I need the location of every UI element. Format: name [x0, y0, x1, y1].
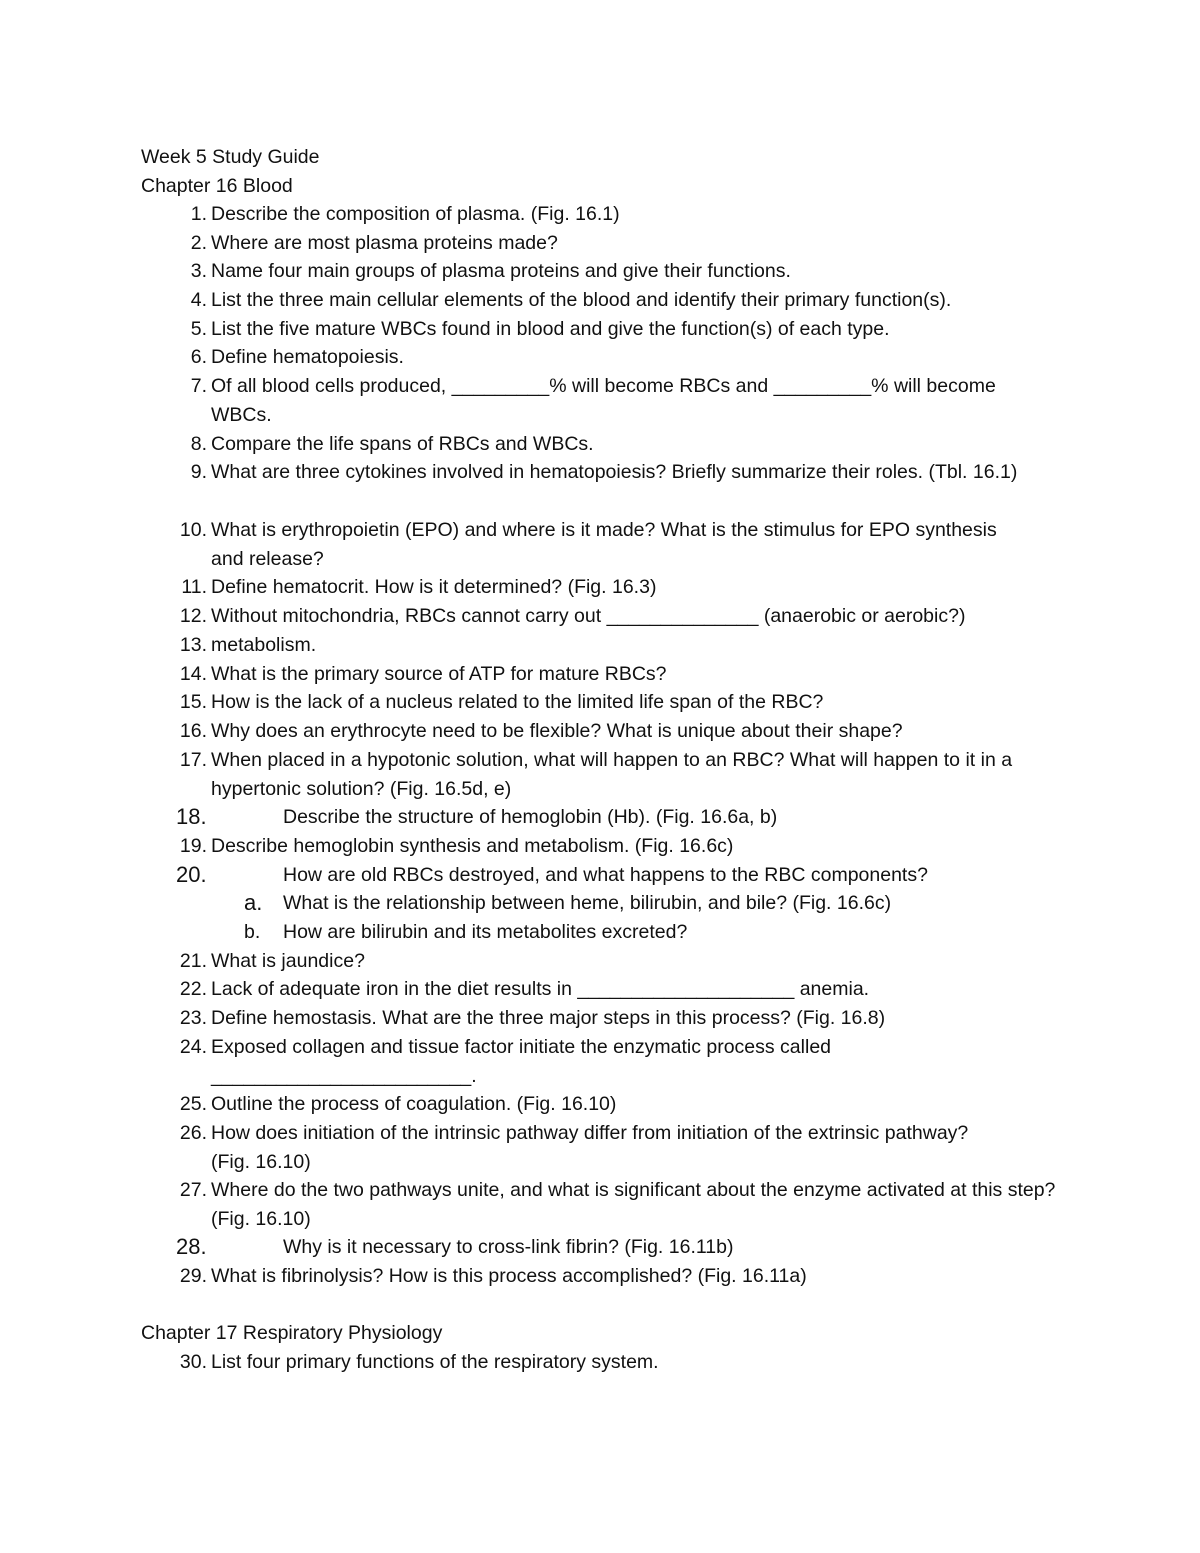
item-number: 4. — [190, 289, 207, 311]
item-text: Define hematocrit. How is it determined? (Fig. 16.3) — [211, 576, 657, 598]
item-text: Describe the structure of hemoglobin (Hb). (Fig. 16.6a, b) — [283, 806, 778, 828]
chapter-16-heading: Chapter 16 Blood — [141, 175, 293, 197]
item-number: 3. — [190, 260, 207, 282]
item-text: What is the relationship between heme, bilirubin, and bile? (Fig. 16.6c) — [283, 892, 892, 914]
item-number: 13. — [179, 634, 207, 656]
item-number: 23. — [179, 1007, 207, 1029]
item-number: 19. — [179, 835, 207, 857]
item-text: What is fibrinolysis? How is this process accomplished? (Fig. 16.11a) — [211, 1265, 807, 1287]
item-text: How is the lack of a nucleus related to the limited life span of the RBC? — [211, 691, 824, 713]
item-text: How does initiation of the intrinsic pathway differ from initiation of the extrinsic pathway? (Fig. 16.10) — [211, 1122, 969, 1173]
item-text: Why does an erythrocyte need to be flexible? What is unique about their shape? — [211, 720, 903, 742]
item-text: Lack of adequate iron in the diet results in ____________________ anemia. — [211, 978, 870, 1000]
item-number: 16. — [179, 720, 207, 742]
item-number: 12. — [179, 605, 207, 627]
item-number: 9. — [190, 461, 207, 483]
item-text: When placed in a hypotonic solution, what will happen to an RBC? What will happen to it in a hypertonic solution? (Fig. 16.5d, e) — [211, 749, 1013, 800]
item-text: Define hematopoiesis. — [211, 346, 404, 368]
item-text: How are old RBCs destroyed, and what happens to the RBC components? — [283, 864, 928, 886]
item-text: Where are most plasma proteins made? — [211, 232, 558, 254]
item-number: 24. — [179, 1036, 207, 1058]
item-text: What are three cytokines involved in hematopoiesis? Briefly summarize their roles. (Tbl. 16.1) — [211, 461, 1018, 483]
item-number: 2. — [190, 232, 207, 254]
item-number: 20. — [176, 862, 207, 887]
item-number: 21. — [179, 950, 207, 972]
item-number: 5. — [190, 318, 207, 340]
item-number: 10. — [179, 519, 207, 541]
item-letter: a. — [244, 890, 263, 915]
page-title: Week 5 Study Guide — [141, 146, 320, 168]
item-text: What is erythropoietin (EPO) and where is it made? What is the stimulus for EPO synthesis and release? — [211, 519, 997, 570]
item-number: 15. — [179, 691, 207, 713]
item-number: 17. — [179, 749, 207, 771]
item-text: Of all blood cells produced, _________% will become RBCs and _________% will become WBCs. — [211, 375, 996, 426]
item-text: Exposed collagen and tissue factor initiate the enzymatic process called ________________________. — [211, 1036, 832, 1087]
item-text: Outline the process of coagulation. (Fig. 16.10) — [211, 1093, 617, 1115]
item-number: 11. — [181, 576, 207, 598]
item-number: 28. — [176, 1234, 207, 1259]
item-number: 6. — [190, 346, 207, 368]
chapter-17-heading: Chapter 17 Respiratory Physiology — [141, 1322, 443, 1344]
item-number: 29. — [179, 1265, 207, 1287]
item-text: Why is it necessary to cross-link fibrin? (Fig. 16.11b) — [283, 1236, 734, 1258]
item-text: Compare the life spans of RBCs and WBCs. — [211, 433, 594, 455]
item-text: List the three main cellular elements of the blood and identify their primary function(s). — [211, 289, 952, 311]
item-text: metabolism. — [211, 634, 317, 656]
item-number: 30. — [179, 1351, 207, 1373]
item-letter: b. — [244, 921, 261, 943]
item-number: 8. — [190, 433, 207, 455]
item-number: 27. — [179, 1179, 207, 1201]
item-number: 1. — [190, 203, 207, 225]
item-text: What is jaundice? — [211, 950, 365, 972]
item-number: 25. — [179, 1093, 207, 1115]
item-number: 14. — [179, 663, 207, 685]
item-text: Name four main groups of plasma proteins and give their functions. — [211, 260, 791, 282]
item-text: Where do the two pathways unite, and what is significant about the enzyme activated at this step? (Fig. 16.10) — [211, 1179, 1056, 1230]
item-text: Without mitochondria, RBCs cannot carry out ______________ (anaerobic or aerobic?) — [211, 605, 966, 627]
item-number: 26. — [179, 1122, 207, 1144]
item-text: List the five mature WBCs found in blood and give the function(s) of each type. — [211, 318, 890, 340]
item-text: How are bilirubin and its metabolites excreted? — [283, 921, 688, 943]
item-text: Describe the composition of plasma. (Fig. 16.1) — [211, 203, 620, 225]
item-number: 7. — [190, 375, 207, 397]
item-number: 22. — [179, 978, 207, 1000]
item-text: What is the primary source of ATP for mature RBCs? — [211, 663, 667, 685]
item-text: Define hemostasis. What are the three major steps in this process? (Fig. 16.8) — [211, 1007, 886, 1029]
item-text: List four primary functions of the respiratory system. — [211, 1351, 659, 1373]
item-number: 18. — [176, 804, 207, 829]
item-text: Describe hemoglobin synthesis and metabolism. (Fig. 16.6c) — [211, 835, 734, 857]
